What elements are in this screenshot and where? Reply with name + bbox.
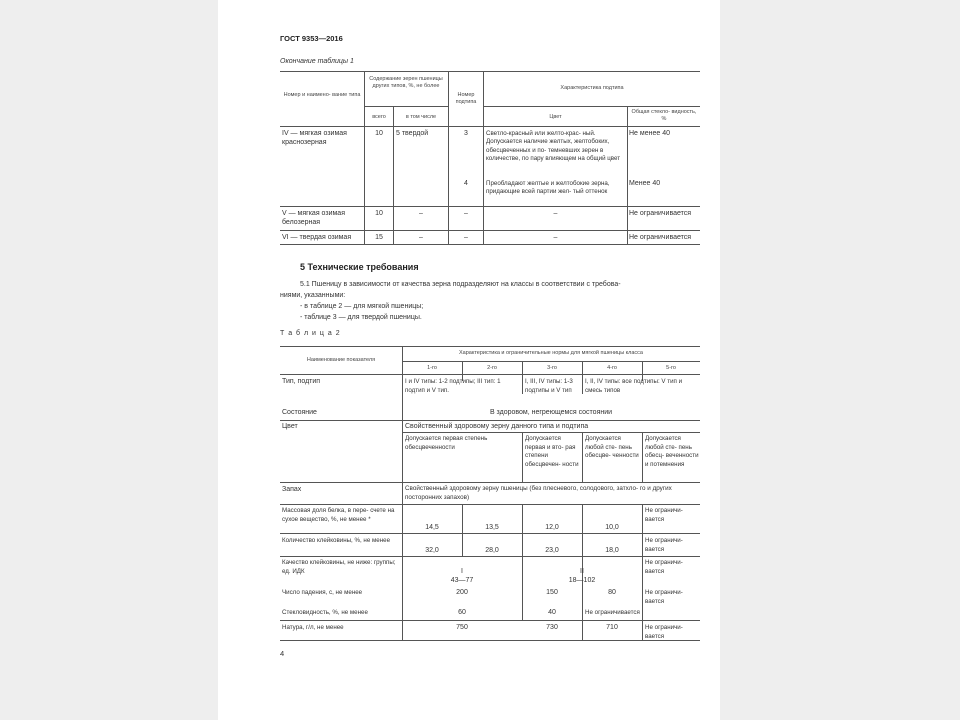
t2-smell-label: Запах <box>282 486 302 493</box>
section-title: 5 Технические требования <box>300 262 419 272</box>
t2-type-label: Тип, подтип <box>282 378 321 385</box>
t2-falling-label: Число падения, с, не менее <box>282 589 363 596</box>
t2-color-classes-1-2: Допускается первая степень обесцвеченности <box>405 435 488 451</box>
t1-row-total: 15 <box>375 234 383 241</box>
t2-nature-class-4: 710 <box>606 624 618 631</box>
t1-row-color: – <box>553 234 558 241</box>
table1-caption: Окончание таблицы 1 <box>280 58 354 65</box>
t2-quality-label: Качество клейковины, не ниже: группы; ед. ИДК <box>282 559 396 575</box>
t1-row-color: Светло-красный или желто-крас- ный. Допускается наличие желтых, желтобоких, обесцвеченных и по- темневших зерен в количестве, по пару влияющем на общий цвет <box>486 130 621 162</box>
t2-gluten-class-5: Не ограничи- вается <box>645 537 683 553</box>
t2-quality-group-1-2: I <box>461 568 463 575</box>
t1-row-vitreous: Не менее 40 <box>629 130 670 137</box>
t1-row-incl: – <box>419 210 423 217</box>
section-para-line1: 5.1 Пшеницу в зависимости от качества зерна подразделяют на классы в соответствии с требова- <box>300 281 621 288</box>
t1-header-vitreous: Общая стекло- видность, % <box>631 109 697 122</box>
t2-header-class-1: 1-го <box>427 365 437 371</box>
t2-protein-class-2: 13,5 <box>485 524 499 531</box>
t2-vitreous-label: Стекловидность, %, не менее <box>282 609 368 616</box>
t1-row-subtype: – <box>464 234 468 241</box>
t1-row-subtype: – <box>464 210 468 217</box>
section-para-line2: ниями, указанными: <box>280 292 346 299</box>
t2-gluten-label: Количество клейковины, %, не менее <box>282 537 391 544</box>
t2-type-classes-1-2: I и IV типы: 1-2 подтипы; III тип: 1 подтип и V тип. <box>405 378 501 394</box>
t1-row-color: Преобладают желтые и желтобокие зерна, придающие всей партии жел- тый оттенок <box>486 180 610 196</box>
t2-protein-class-1: 14,5 <box>425 524 439 531</box>
t2-type-class-3: I, III, IV типы: 1-3 подтипы и V тип <box>525 378 573 394</box>
t1-row-total: 10 <box>375 210 383 217</box>
document-page <box>218 0 720 720</box>
t1-header-subtype: Номер подтипа <box>455 92 477 105</box>
page-number: 4 <box>280 649 285 658</box>
t1-row-vitreous: Не ограничивается <box>629 234 692 241</box>
t2-type-classes-4-5: I, II, IV типы: все подтипы: V тип и смесь типов <box>585 378 683 394</box>
t2-vitreous-class-3: 40 <box>548 609 556 616</box>
t2-quality-group-3-4: II <box>580 568 584 575</box>
section-list-item: - таблице 3 — для твердой пшеницы. <box>300 314 422 321</box>
t2-smell-value: Свойственный здоровому зерну пшеницы (без плесневого, солодового, затхло- го и других посторонних запахов) <box>405 485 672 501</box>
t2-header-class-2: 2-го <box>487 365 497 371</box>
t1-header-characteristic: Характеристика подтипа <box>560 85 624 91</box>
t1-row-incl: – <box>419 234 423 241</box>
t2-header-class-3: 3-го <box>547 365 557 371</box>
t1-row-name: VI — твердая озимая <box>282 234 352 241</box>
t2-color-class-4: Допускается любой сте- пень обесцве- ченности <box>585 435 639 460</box>
t2-color-label: Цвет <box>282 423 298 430</box>
standard-code: ГОСТ 9353—2016 <box>280 34 343 43</box>
t2-falling-class-1-2: 200 <box>456 589 468 596</box>
t2-vitreous-class-4-5: Не ограничивается <box>585 609 640 616</box>
t2-protein-label: Массовая доля белка, в пере- счете на сухое вещество, %, не менее * <box>282 507 395 523</box>
t2-nature-class-3: 730 <box>546 624 558 631</box>
t2-header-class-4: 4-го <box>607 365 617 371</box>
t1-row-name: IV — мягкая озимая краснозерная <box>282 130 347 146</box>
t2-vitreous-class-1-2: 60 <box>458 609 466 616</box>
t1-header-total: всего <box>372 114 386 120</box>
t1-row-vitreous: Не ограничивается <box>629 210 692 217</box>
t2-nature-class-5: Не ограничи- вается <box>645 624 683 640</box>
t2-quality-class-5: Не ограничи- вается <box>645 559 683 575</box>
t2-falling-class-4: 80 <box>608 589 616 596</box>
t2-falling-class-3: 150 <box>546 589 558 596</box>
t1-header-content: Содержание зерен пшеницы других типов, %, не более <box>369 76 443 89</box>
t2-protein-class-3: 12,0 <box>545 524 559 531</box>
t1-row-name: V — мягкая озимая белозерная <box>282 210 345 226</box>
t2-protein-class-4: 10,0 <box>605 524 619 531</box>
t2-falling-class-5: Не ограничи- вается <box>645 589 683 605</box>
t2-color-class-3: Допускается первая и вто- рая степени обесцвечен- ности <box>525 435 579 468</box>
t2-color-general: Свойственный здоровому зерну данного типа и подтипа <box>405 423 589 430</box>
t2-gluten-class-1: 32,0 <box>425 547 439 554</box>
t2-nature-label: Натура, г/л, не менее <box>282 624 344 631</box>
t1-row-subtype: 4 <box>464 180 468 187</box>
t1-row-subtype: 3 <box>464 130 468 137</box>
t2-gluten-class-2: 28,0 <box>485 547 499 554</box>
t2-state-value: В здоровом, негреющемся состоянии <box>489 409 613 416</box>
t2-header-class-5: 5-го <box>666 365 676 371</box>
t1-row-incl: 5 твердой <box>396 130 429 137</box>
t1-row-color: – <box>553 210 558 217</box>
t2-header-name: Наименование показателя <box>306 357 376 363</box>
t2-quality-idk-1-2: 43—77 <box>450 577 474 584</box>
t1-row-vitreous: Менее 40 <box>629 180 661 187</box>
t2-gluten-class-3: 23,0 <box>545 547 559 554</box>
t1-header-color: Цвет <box>549 114 562 120</box>
t2-quality-idk-3-4: 18—102 <box>568 577 596 584</box>
t2-gluten-class-4: 18,0 <box>605 547 619 554</box>
table2-caption: Т а б л и ц а 2 <box>280 330 341 337</box>
section-list-item: - в таблице 2 — для мягкой пшеницы; <box>300 303 424 310</box>
t2-color-class-5: Допускается любой сте- пень обесц- веченности и потемнения <box>645 435 699 468</box>
t1-header-name: Номер и наимено- вание типа <box>283 92 361 98</box>
t2-nature-class-1-2: 750 <box>456 624 468 631</box>
t2-state-label: Состояние <box>282 409 317 416</box>
t2-protein-class-5: Не ограничи- вается <box>645 507 683 523</box>
t1-row-total: 10 <box>375 130 383 137</box>
t2-header-group: Характеристика и ограничительные нормы для мягкой пшеницы класса <box>459 350 643 356</box>
t1-header-incl: в том числе <box>405 114 437 120</box>
